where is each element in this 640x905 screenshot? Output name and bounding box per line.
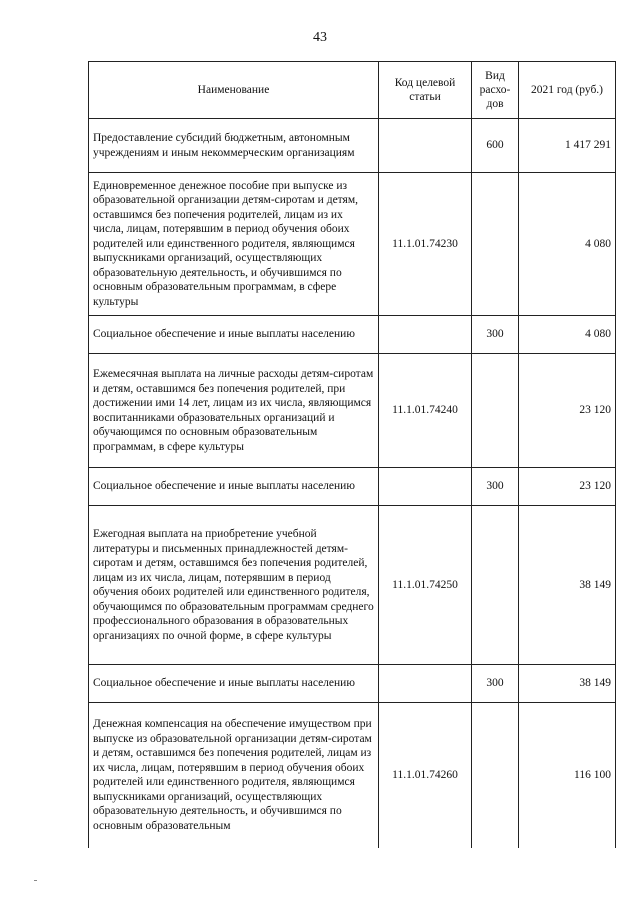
row-type: 300 <box>472 665 519 703</box>
row-amount: 1 417 291 <box>519 119 616 173</box>
row-code <box>379 119 472 173</box>
table-row <box>89 354 616 468</box>
row-name: Социальное обеспечение и иные выплаты населению <box>89 468 379 506</box>
page-number: 43 <box>313 30 327 45</box>
row-type: 300 <box>472 468 519 506</box>
row-type: 600 <box>472 119 519 173</box>
row-type <box>472 506 519 665</box>
row-name: Предоставление субсидий бюджетным, автономным учреждениям и иным некоммерческим организациям <box>89 119 379 173</box>
table-row <box>89 173 616 316</box>
row-code <box>379 665 472 703</box>
row-name: Ежегодная выплата на приобретение учебной литературы и письменных принадлежностей детям-сиротам и детям, оставшимся без попечения родителей, лицам из их числа, лицам, потерявшим в период обучения обоих родителей или единственного родителя, обучающимся по образовательным программам среднего профессионального образования в образовательных организациях по очной форме, в сфере культуры <box>89 506 379 665</box>
table-row <box>89 703 616 848</box>
row-amount: 4 080 <box>519 316 616 354</box>
header-name: Наименование <box>89 62 379 119</box>
header-type: Вид расхо-дов <box>472 62 519 119</box>
budget-table <box>88 61 616 848</box>
table-row <box>89 468 616 506</box>
row-amount: 4 080 <box>519 173 616 316</box>
row-code <box>379 316 472 354</box>
table-row <box>89 119 616 173</box>
row-name: Социальное обеспечение и иные выплаты населению <box>89 316 379 354</box>
row-type <box>472 354 519 468</box>
row-name: Единовременное денежное пособие при выпуске из образовательной организации детям-сиротам и детям, оставшимся без попечения родителей, лицам из их числа, лицам, потерявшим в период обучения обоих родителей или единственного родителя, являющимся выпускниками организаций, осуществляющих образовательную деятельность, и обучившимся по основным образовательным программам, в сфере культуры <box>89 173 379 316</box>
row-name: Денежная компенсация на обеспечение имуществом при выпуске из образовательной организации детям-сиротам и детям, оставшимся без попечения родителей, лицам из их числа, лицам, потерявшим в период обучения обоих родителей или единственного родителя, являющимся выпускниками организаций, осуществляющих образовательную деятельность, и обучившимся по основным образовательным <box>89 703 379 848</box>
row-code: 11.1.01.74250 <box>379 506 472 665</box>
row-type: 300 <box>472 316 519 354</box>
row-name: Социальное обеспечение и иные выплаты населению <box>89 665 379 703</box>
header-code: Код целевой статьи <box>379 62 472 119</box>
row-type <box>472 173 519 316</box>
row-amount: 116 100 <box>519 703 616 848</box>
scan-mark <box>34 880 37 881</box>
row-name: Ежемесячная выплата на личные расходы детям-сиротам и детям, оставшимся без попечения родителей, при достижении ими 14 лет, лицам из их числа, являющимся воспитанниками образовательных организаций и обучающимся по основным образовательным программам, в сфере культуры <box>89 354 379 468</box>
row-code: 11.1.01.74260 <box>379 703 472 848</box>
table-row <box>89 316 616 354</box>
row-code: 11.1.01.74240 <box>379 354 472 468</box>
row-type <box>472 703 519 848</box>
table-row <box>89 506 616 665</box>
table-row <box>89 665 616 703</box>
row-amount: 38 149 <box>519 506 616 665</box>
table-header-row <box>89 62 616 119</box>
row-amount: 23 120 <box>519 354 616 468</box>
row-code <box>379 468 472 506</box>
header-amount: 2021 год (руб.) <box>519 62 616 119</box>
row-code: 11.1.01.74230 <box>379 173 472 316</box>
row-amount: 23 120 <box>519 468 616 506</box>
row-amount: 38 149 <box>519 665 616 703</box>
